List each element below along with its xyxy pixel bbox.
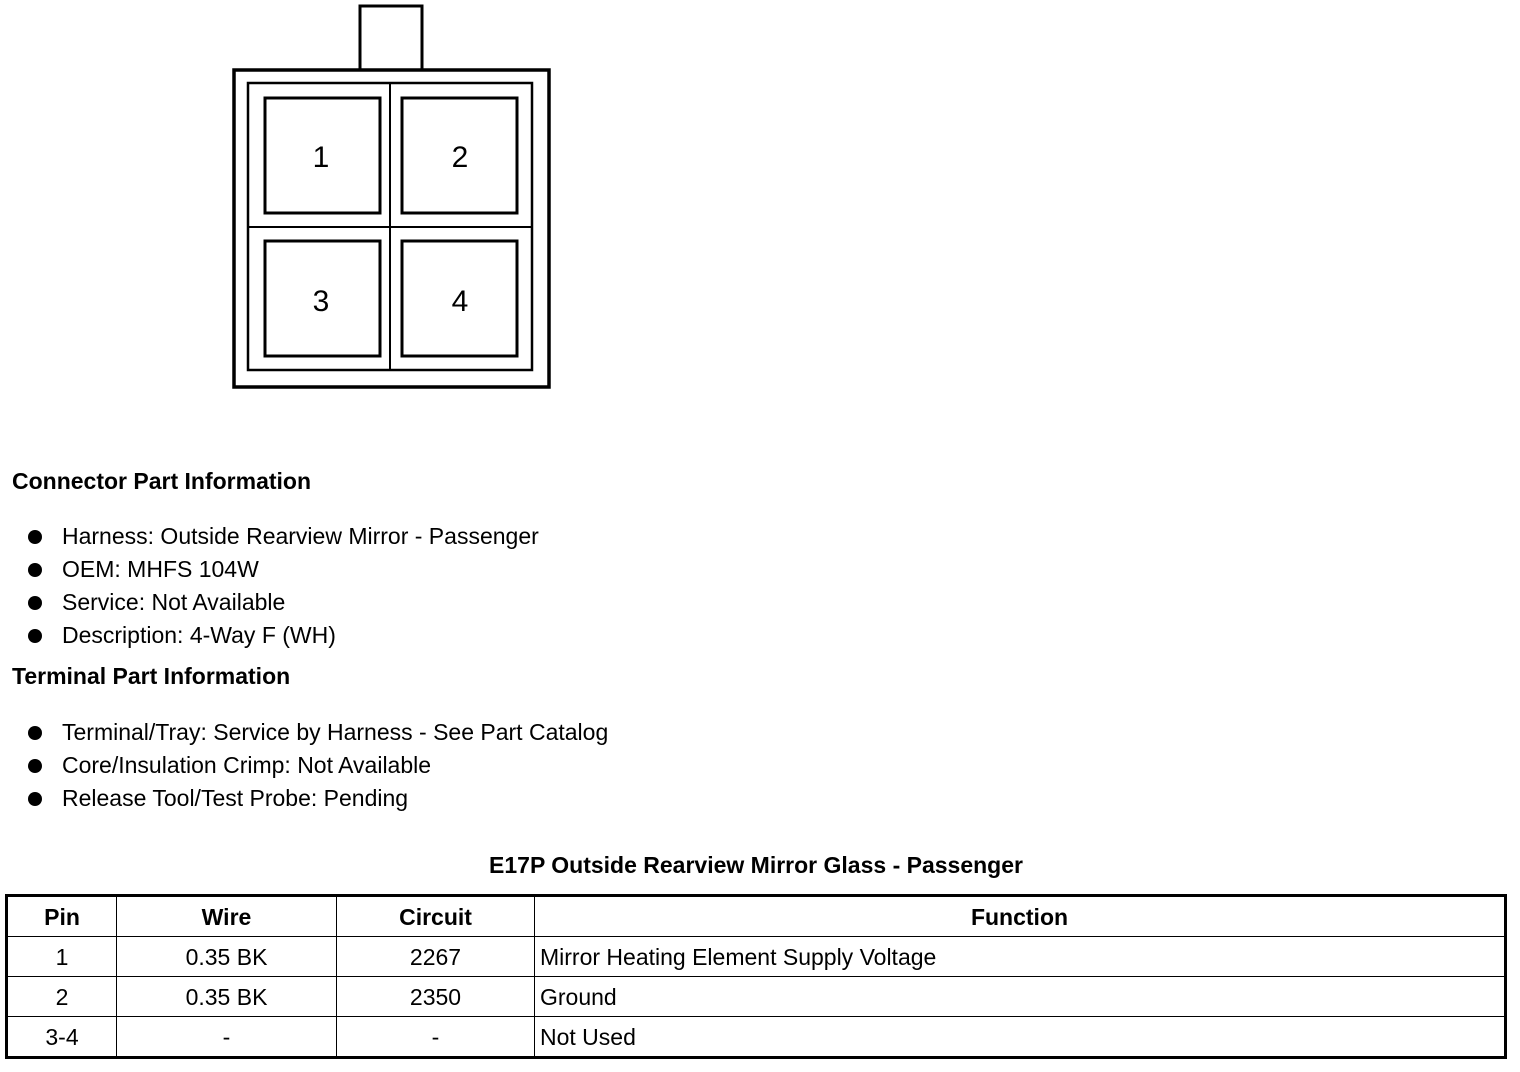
table-header-row [7,896,1506,937]
list-item [28,619,539,652]
cell-circuit: 2350 [337,977,535,1017]
list-item [28,716,608,749]
bullet-icon [28,759,42,773]
header-wire: Wire [117,896,337,937]
cell-wire: 0.35 BK [117,977,337,1017]
header-circuit: Circuit [337,896,535,937]
cell-circuit: 2267 [337,937,535,977]
list-item-text: Terminal/Tray: Service by Harness - See Part Catalog [62,719,609,745]
terminal-info-list [28,716,608,815]
pin-label-3: 3 [312,285,330,318]
bullet-icon [28,792,42,806]
pin-table-title: E17P Outside Rearview Mirror Glass - Passenger [489,852,1023,878]
list-item-text: Core/Insulation Crimp: Not Available [62,752,432,778]
connector-housing [234,70,549,387]
list-item-text: Description: 4-Way F (WH) [62,622,336,648]
table-row [7,977,1506,1017]
cell-function: Mirror Heating Element Supply Voltage [535,937,1506,977]
cell-function: Ground [535,977,1506,1017]
cell-pin: 2 [7,977,117,1017]
header-function: Function [535,896,1506,937]
list-item [28,749,608,782]
cell-wire: 0.35 BK [117,937,337,977]
bullet-icon [28,530,42,544]
cell-function: Not Used [535,1017,1506,1058]
bullet-icon [28,563,42,577]
list-item-text: Service: Not Available [62,589,286,615]
table-row [7,1017,1506,1058]
list-item [28,782,608,815]
connector-diagram [0,0,620,400]
list-item [28,553,539,586]
list-item-text: Harness: Outside Rearview Mirror - Passenger [62,523,539,549]
connector-latch [360,6,422,70]
bullet-icon [28,596,42,610]
pin-label-1: 1 [312,141,330,174]
table-row [7,937,1506,977]
list-item-text: Release Tool/Test Probe: Pending [62,785,409,811]
cell-pin: 1 [7,937,117,977]
list-item [28,520,539,553]
bullet-icon [28,629,42,643]
header-pin: Pin [7,896,117,937]
list-item-text: OEM: MHFS 104W [62,556,259,582]
terminal-info-title: Terminal Part Information [12,663,291,689]
cell-pin: 3-4 [7,1017,117,1058]
list-item [28,586,539,619]
pin-table [5,894,1507,1059]
connector-info-list [28,520,539,652]
cell-circuit: - [337,1017,535,1058]
cell-wire: - [117,1017,337,1058]
pin-label-4: 4 [451,285,469,318]
pin-label-2: 2 [451,141,469,174]
connector-info-title: Connector Part Information [12,468,312,494]
bullet-icon [28,726,42,740]
